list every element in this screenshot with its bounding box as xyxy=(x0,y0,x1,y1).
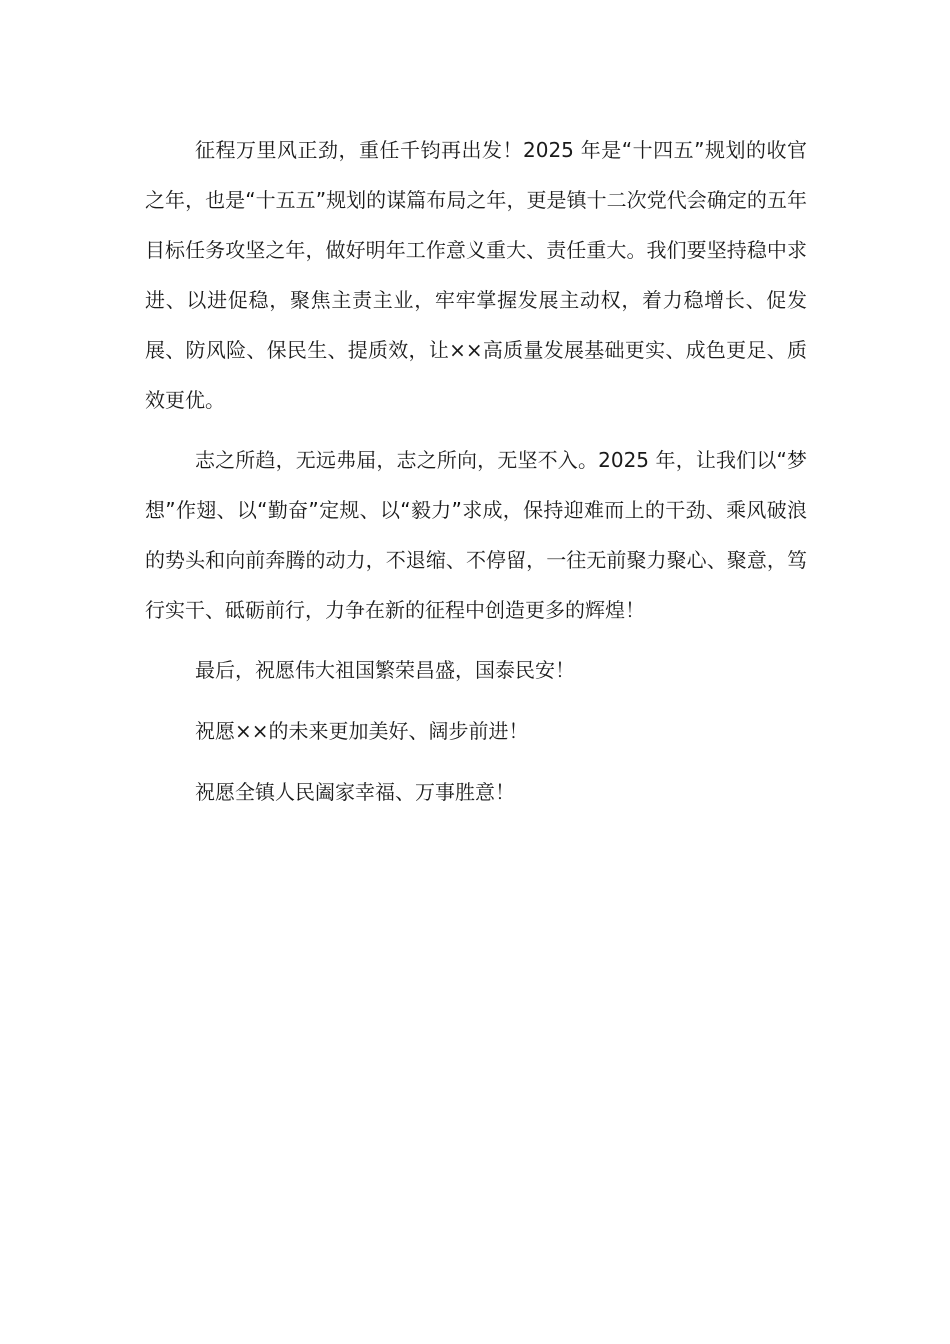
paragraph-wish-town-future: 祝愿××的未来更加美好、阔步前进！ xyxy=(195,719,529,743)
paragraph-wish-country: 最后，祝愿伟大祖国繁荣昌盛，国泰民安！ xyxy=(195,658,575,682)
paragraph-outlook-2025: 征程万里风正劲，重任千钧再出发！2025 年是“十四五”规划的收官之年，也是“十五五”规划的谋篇布局之年，更是镇十二次党代会确定的五年目标任务攻坚之年，做好明年工作意义重大、责任重大。我们要坚持稳中求进、以进促稳，聚焦主责主业，牢牢掌握发展主动权，着力稳增长、促发展、防风险、保民生、提质效，让××高质量发展基础更实、成色更足、质效更优。 xyxy=(145,138,807,412)
paragraph-aspiration: 志之所趋，无远弗届，志之所向，无坚不入。2025 年，让我们以“梦想”作翅、以“勤奋”定规、以“毅力”求成，保持迎难而上的干劲、乘风破浪的势头和向前奔腾的动力，不退缩、不停留，一往无前聚力聚心、聚意，笃行实干、砥砺前行，力争在新的征程中创造更多的辉煌！ xyxy=(145,448,807,622)
document-body xyxy=(145,125,807,828)
paragraph-wish-people: 祝愿全镇人民阖家幸福、万事胜意！ xyxy=(195,780,515,804)
